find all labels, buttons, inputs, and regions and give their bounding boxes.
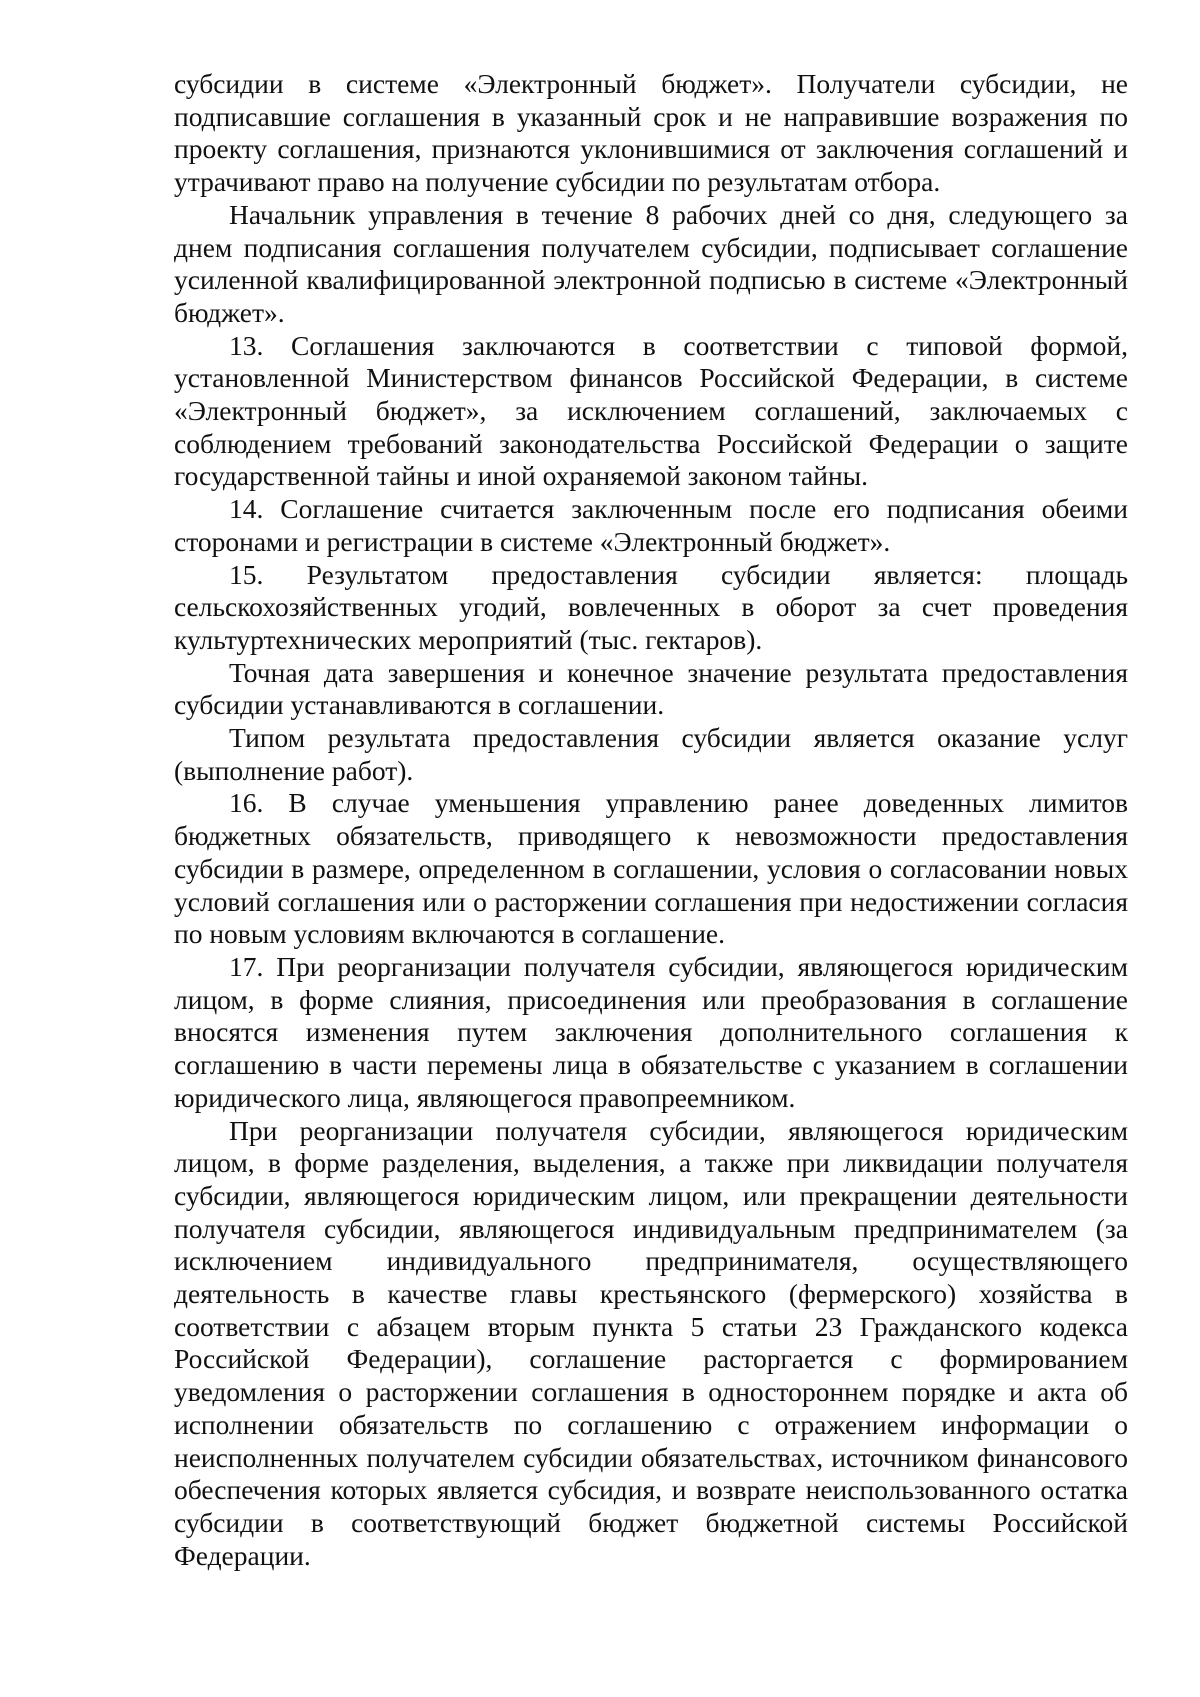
- paragraph-16: 16. В случае уменьшения управлению ранее доведенных лимитов бюджетных обязательств, приводящего к невозможности предоставления субсидии в размере, определенном в соглашении, условия о согласовании новых условий соглашения или о расторжении соглашения при недостижении согласия по новым условиям включаются в соглашение.: [174, 787, 1128, 950]
- document-body: [174, 68, 1128, 1572]
- paragraph-result-type: Типом результата предоставления субсидии является оказание услуг (выполнение работ).: [174, 722, 1128, 786]
- paragraph-reorganization: При реорганизации получателя субсидии, являющегося юридическим лицом, в форме разделения, выделения, а также при ликвидации получателя субсидии, являющегося юридическим лицом, или прекращении деятельности получателя субсидии, являющегося индивидуальным предпринимателем (за исключением индивидуального предпринимателя, осуществляющего деятельность в качестве главы крестьянского (фермерского) хозяйства в соответствии с абзацем вторым пункта 5 статьи 23 Гражданского кодекса Российской Федерации), соглашение расторгается с формированием уведомления о расторжении соглашения в одностороннем порядке и акта об исполнении обязательств по соглашению с отражением информации о неисполненных получателем субсидии обязательствах, источником финансового обеспечения которых является субсидия, и возврате неиспользованного остатка субсидии в соответствующий бюджет бюджетной системы Российской Федерации.: [174, 1114, 1128, 1571]
- paragraph-result-date: Точная дата завершения и конечное значение результата предоставления субсидии устанавливаются в соглашении.: [174, 656, 1128, 721]
- paragraph-17: 17. При реорганизации получателя субсидии, являющегося юридическим лицом, в форме слияния, присоединения или преобразования в соглашение вносятся изменения путем заключения дополнительного соглашения к соглашению в части перемены лица в обязательстве с указанием в соглашении юридического лица, являющегося правопреемником.: [174, 950, 1128, 1113]
- paragraph-15: 15. Результатом предоставления субсидии является: площадь сельскохозяйственных угодий, вовлеченных в оборот за счет проведения культуртехнических мероприятий (тыс. гектаров).: [174, 558, 1128, 655]
- paragraph-continuation: субсидии в системе «Электронный бюджет». Получатели субсидии, не подписавшие соглашения в указанный срок и не направившие возражения по проекту соглашения, признаются уклонившимися от заключения соглашений и утрачивают право на получение субсидии по результатам отбора.: [174, 68, 1128, 198]
- paragraph-14: 14. Соглашение считается заключенным после его подписания обеими сторонами и регистрации в системе «Электронный бюджет».: [174, 493, 1128, 557]
- paragraph-head-signature: Начальник управления в течение 8 рабочих дней со дня, следующего за днем подписания соглашения получателем субсидии, подписывает соглашение усиленной квалифицированной электронной подписью в системе «Электронный бюджет».: [174, 198, 1128, 328]
- paragraph-13: 13. Соглашения заключаются в соответствии с типовой формой, установленной Министерством финансов Российской Федерации, в системе «Электронный бюджет», за исключением соглашений, заключаемых с соблюдением требований законодательства Российской Федерации о защите государственной тайны и иной охраняемой законом тайны.: [174, 329, 1128, 492]
